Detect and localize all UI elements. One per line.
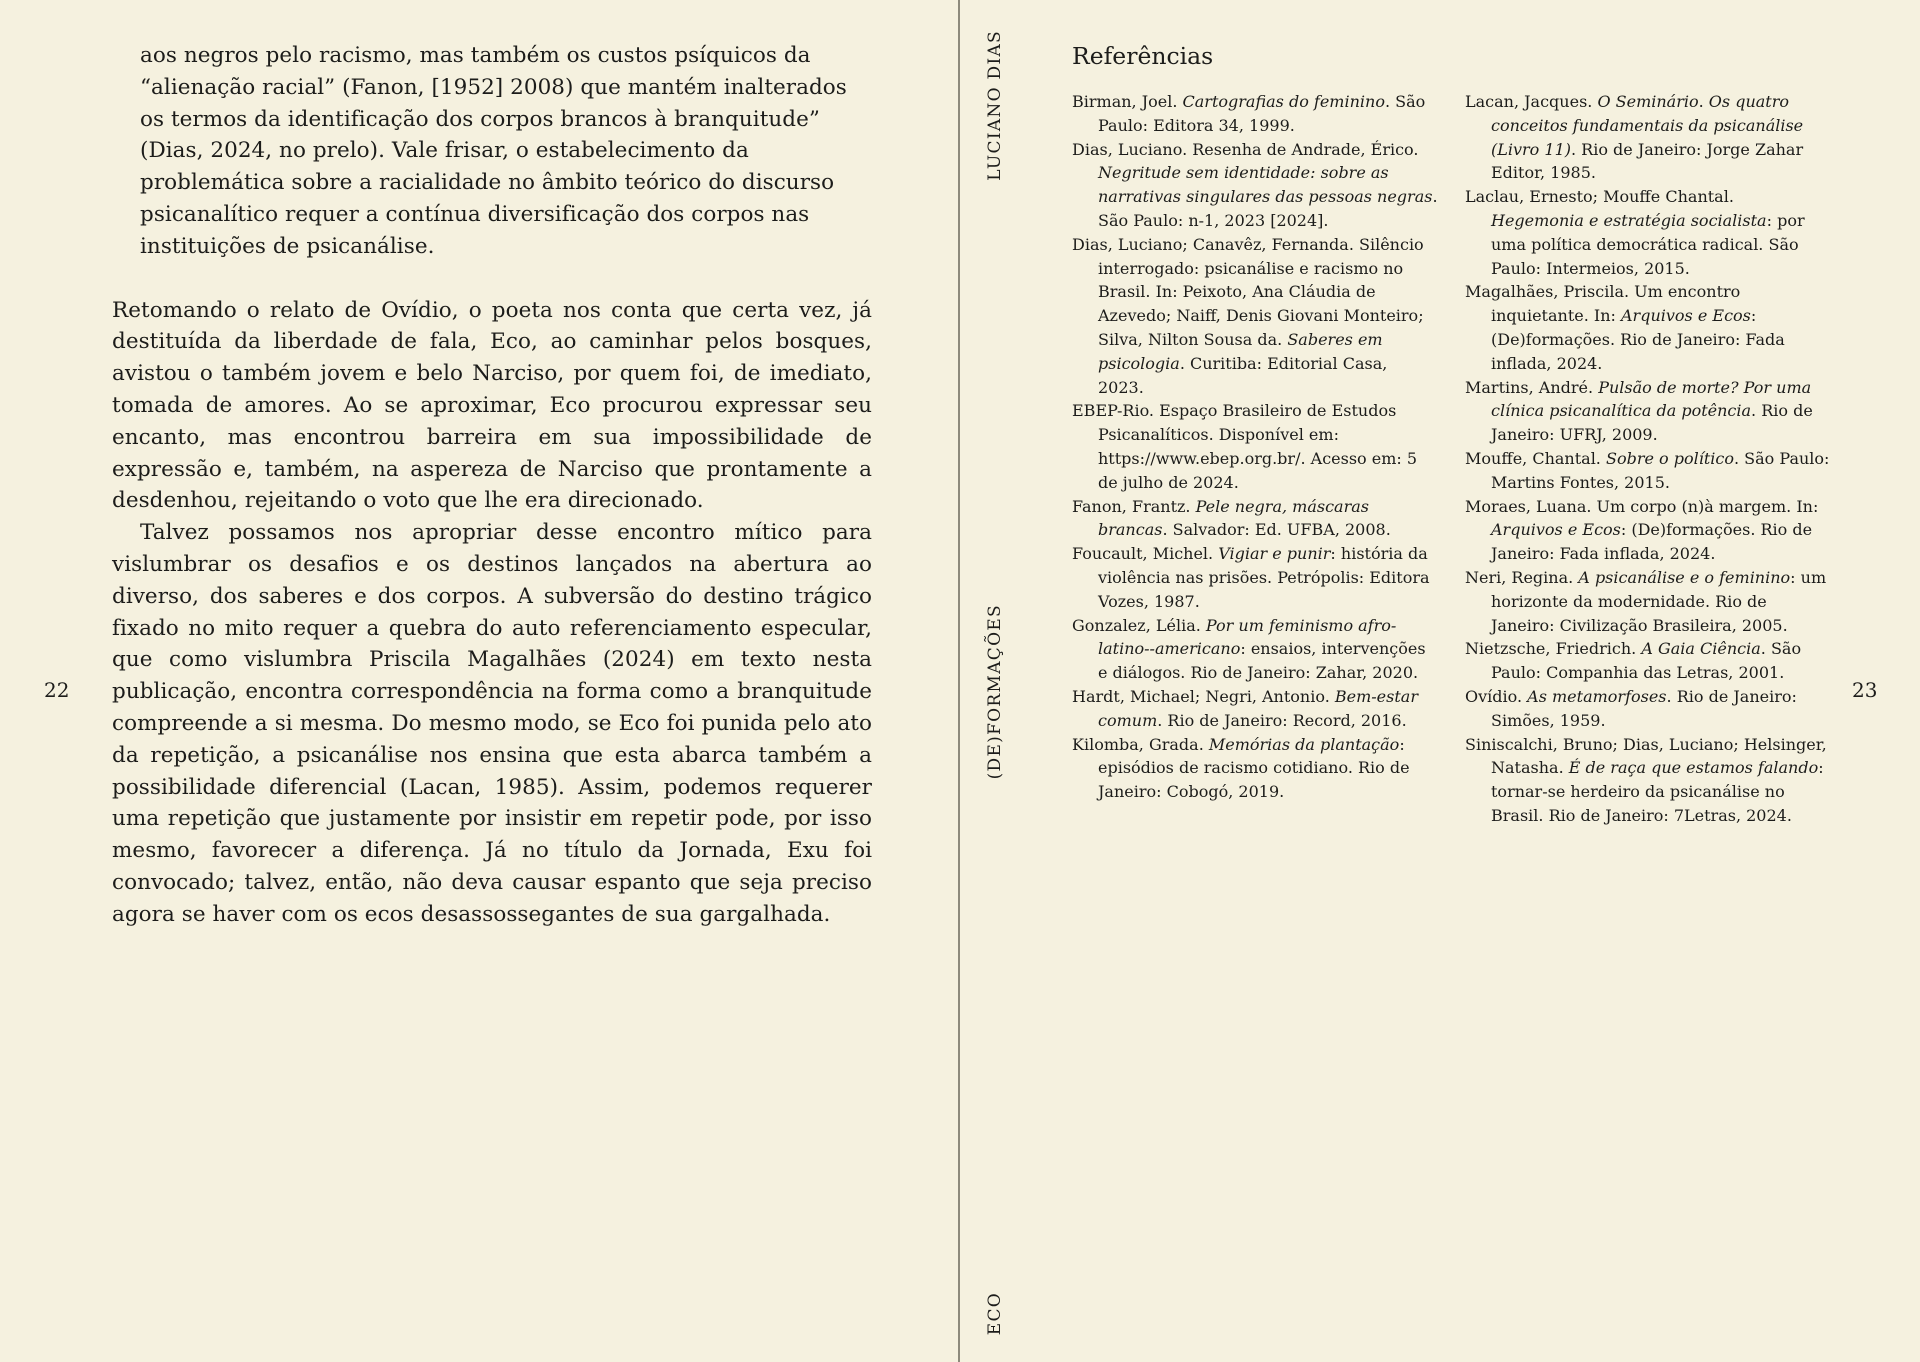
page-number-right: 23 [1852, 678, 1878, 702]
reference-title: É de raça que estamos falando [1568, 758, 1819, 778]
body-paragraph: Retomando o relato de Ovídio, o poeta nos conta que certa vez, já destituída da liberdade de fala, Eco, ao caminhar pelos bosques, avistou o também jovem e belo Narciso, por quem foi, de imediato, tomada de amores. Ao se aproximar, Eco procurou expressar seu encanto, mas encontrou barreira em sua impossibilidade de expressão e, também, na aspereza de Narciso que prontamente a desdenhou, rejeitando o voto que lhe era direcionado. [112, 297, 872, 514]
reference-title: Os quatro conceitos fundamentais da psicanálise (Livro 11) [1491, 92, 1804, 159]
left-page [0, 0, 958, 1362]
reference-text: Magalhães, Priscila. Um encontro inquietante. In: [1465, 282, 1741, 326]
reference-text: Ovídio. [1465, 686, 1528, 706]
reference-entry [1465, 447, 1831, 495]
reference-text: . São Paulo: Martins Fontes, 2015. [1491, 448, 1830, 492]
reference-entry [1465, 733, 1831, 828]
reference-title: Pulsão de morte? Por uma clínica psicanalítica da potência [1491, 377, 1812, 421]
reference-title: Arquivos e Ecos [1491, 520, 1621, 540]
reference-entry [1465, 280, 1831, 375]
reference-entry [1072, 614, 1438, 685]
reference-title: Vigiar e punir [1218, 544, 1331, 564]
reference-text: . Curitiba: Editorial Casa, 2023. [1098, 353, 1388, 397]
reference-text: : ensaios, intervenções e diálogos. Rio de Janeiro: Zahar, 2020. [1098, 639, 1426, 683]
reference-entry [1072, 685, 1438, 733]
reference-text: EBEP-Rio. Espaço Brasileiro de Estudos Psicanalíticos. Disponível em: https://www.ebep.org.br/. Acesso em: 5 de julho de 2024. [1072, 401, 1418, 492]
reference-entry [1465, 685, 1831, 733]
right-page [960, 0, 1920, 1362]
reference-entry [1072, 233, 1438, 400]
running-head-section: ECO [985, 1292, 1005, 1336]
block-quote-paragraph: aos negros pelo racismo, mas também os custos psíquicos da “alienação racial” (Fanon, [1952] 2008) que mantém inalterados os termos da identificação dos corpos brancos à branquitude” (Dias, 2024, no prelo). Vale frisar, o estabelecimento da problemática sobre a racialidade no âmbito teórico do discurso psicanalítico requer a contínua diversificação dos corpos nas instituições de psicanálise. [140, 43, 847, 259]
reference-text: . Salvador: Ed. UFBA, 2008. [1162, 520, 1391, 540]
reference-text: Siniscalchi, Bruno; Dias, Luciano; Helsinger, Natasha. [1465, 734, 1827, 778]
reference-text: Kilomba, Grada. [1072, 734, 1209, 754]
reference-text: : por uma política democrática radical. São Paulo: Intermeios, 2015. [1491, 210, 1805, 278]
reference-text: Neri, Regina. [1465, 567, 1579, 587]
body-text [112, 40, 872, 931]
reference-text: . Rio de Janeiro: Simões, 1959. [1491, 686, 1797, 730]
reference-text: . Rio de Janeiro: Jorge Zahar Editor, 1985. [1491, 139, 1804, 183]
reference-title: Memórias da plantação [1208, 734, 1400, 754]
reference-entry [1465, 495, 1831, 566]
reference-entry [1072, 399, 1438, 494]
reference-text: . São Paulo: Companhia das Letras, 2001. [1491, 639, 1802, 683]
page-number-left: 22 [44, 678, 70, 702]
reference-entry [1465, 566, 1831, 637]
reference-entry [1072, 90, 1438, 138]
reference-entry [1072, 495, 1438, 543]
reference-text: Hardt, Michael; Negri, Antonio. [1072, 686, 1335, 706]
reference-text: . Rio de Janeiro: Record, 2016. [1157, 710, 1407, 730]
references-column-2 [1465, 90, 1831, 828]
reference-text: Birman, Joel. [1072, 92, 1183, 111]
reference-text: . São Paulo: Editora 34, 1999. [1098, 92, 1426, 135]
reference-title: Cartografias do feminino [1182, 92, 1385, 111]
reference-title: Pele negra, máscaras brancas [1098, 496, 1369, 540]
reference-title: As metamorfoses [1527, 686, 1667, 706]
reference-entry [1072, 138, 1438, 233]
reference-text: Fanon, Frantz. [1072, 496, 1196, 516]
reference-title: A psicanálise e o feminino [1578, 567, 1791, 587]
reference-title: Por um feminismo afro-latino--americano [1098, 615, 1397, 659]
reference-text: : história da violência nas prisões. Petrópolis: Editora Vozes, 1987. [1098, 544, 1430, 611]
reference-entry [1072, 733, 1438, 804]
reference-text: Dias, Luciano; Canavêz, Fernanda. Silêncio interrogado: psicanálise e racismo no Brasil. In: Peixoto, Ana Cláudia de Azevedo; Naiff, Denis Giovani Monteiro; Silva, Nilton Sousa da. [1072, 234, 1424, 349]
reference-title: A Gaia Ciência [1641, 639, 1761, 659]
reference-text: Foucault, Michel. [1072, 544, 1219, 564]
reference-title: Hegemonia e estratégia socialista [1491, 210, 1767, 230]
reference-title: Bem-estar comum [1098, 686, 1418, 730]
reference-text: Martins, André. [1465, 377, 1599, 397]
reference-text: Moraes, Luana. Um corpo (n)à margem. In: [1465, 496, 1819, 516]
reference-text: : episódios de racismo cotidiano. Rio de Janeiro: Cobogó, 2019. [1098, 734, 1410, 802]
reference-text: Dias, Luciano. Resenha de Andrade, Érico. [1072, 139, 1419, 159]
reference-text: : (De)formações. Rio de Janeiro: Fada inflada, 2024. [1491, 520, 1813, 564]
reference-entry [1465, 185, 1831, 280]
references-heading: Referências [1072, 42, 1214, 70]
reference-text: : tornar-se herdeiro da psicanálise no Brasil. Rio de Janeiro: 7Letras, 2024. [1491, 758, 1824, 825]
reference-text: : (De)formações. Rio de Janeiro: Fada inflada, 2024. [1491, 306, 1785, 373]
reference-text: Nietzsche, Friedrich. [1465, 639, 1642, 659]
body-paragraph: Talvez possamos nos apropriar desse encontro mítico para vislumbrar os desafios e os destinos lançados na abertura ao diverso, dos saberes e dos corpos. A subversão do destino trágico fixado no mito requer a quebra do auto referenciamento especular, que como vislumbra Priscila Magalhães (2024) em texto nesta publicação, encontra correspondência na forma como a branquitude compreende a si mesma. Do mesmo modo, se Eco foi punida pelo ato da repetição, a psicanálise nos ensina que esta abarca também a possibilidade diferencial (Lacan, 1985). Assim, podemos requerer uma repetição que justamente por insistir em repetir pode, por isso mesmo, favorecer a diferença. Já no título da Jornada, Exu foi convocado; talvez, então, não deva causar espanto que seja preciso agora se haver com os ecos desassossegantes de sua gargalhada. [112, 520, 872, 927]
reference-title: Sobre o político [1605, 448, 1734, 468]
reference-text: . [1698, 92, 1709, 111]
reference-text: Mouffe, Chantal. [1465, 448, 1606, 468]
reference-entry [1465, 376, 1831, 447]
reference-title: Arquivos e Ecos [1621, 306, 1751, 326]
reference-text: Lacan, Jacques. [1465, 92, 1598, 111]
reference-entry [1465, 90, 1831, 185]
reference-title: Saberes em psicologia [1098, 329, 1383, 373]
reference-entry [1465, 637, 1831, 685]
reference-text: . Rio de Janeiro: UFRJ, 2009. [1491, 401, 1813, 445]
reference-text: Laclau, Ernesto; Mouffe Chantal. [1465, 187, 1734, 207]
reference-entry [1072, 542, 1438, 613]
reference-text: . São Paulo: n-1, 2023 [2024]. [1098, 187, 1438, 230]
reference-text: : um horizonte da modernidade. Rio de Janeiro: Civilização Brasileira, 2005. [1491, 567, 1827, 635]
reference-title: O Seminário [1597, 92, 1699, 111]
running-head-issue: (DE)FORMAÇÕES [985, 604, 1005, 780]
running-head-author: LUCIANO DIAS [985, 30, 1005, 181]
reference-text: Gonzalez, Lélia. [1072, 615, 1206, 635]
references-column-1 [1072, 90, 1438, 804]
running-heads [980, 0, 1010, 1362]
reference-title: Negritude sem identidade: sobre as narrativas singulares das pessoas negras [1098, 163, 1433, 207]
